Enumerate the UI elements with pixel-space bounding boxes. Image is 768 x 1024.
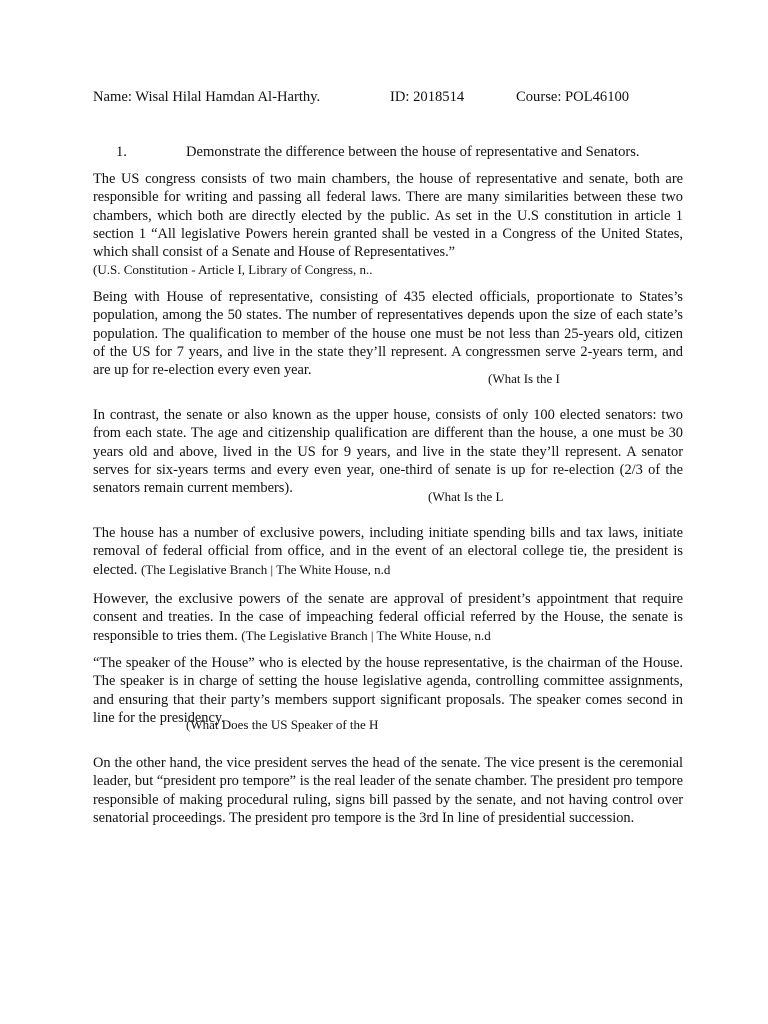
paragraph-vice-president: On the other hand, the vice president serves the head of the senate. The vice present is the ceremonial leader, but “president pro tempore” is the real leader of the senate chamber. The president pro tempore responsible of making procedural ruling, signs bill passed by the senate, and not having control over senatorial proceedings. The president pro tempore is the 3rd In line of presidential succession. — [93, 755, 683, 826]
overlay-citation-house: (What Is the I — [488, 371, 560, 386]
overlay-citation-speaker: (What Does the US Speaker of the H — [186, 717, 379, 732]
paragraph-senate: In contrast, the senate or also known as the upper house, consists of only 100 elected senators: two from each state. The age and citizenship qualification are different than the house, a one must be 30 years old and above, lived in the US for 9 years, and live in the state they’ll represent. A senator serves for six-years terms and every even year, one-third of senate is up for re-election (2/3 of the senators remain current members). — [93, 407, 683, 497]
student-id: ID: 2018514 — [390, 89, 465, 105]
paragraph-text: The house has a number of exclusive powers, including initiate spending bills and tax laws, initiate removal of federal official from office, and in the event of an electoral college tie, the president is elected. — [93, 525, 683, 578]
question-number: 1. — [116, 144, 127, 160]
paragraph-text: However, the exclusive powers of the senate are approval of president’s appointment that require consent and treaties. In the case of impeaching federal official referred by the House, the senate is responsible to tries them. — [93, 591, 683, 644]
paragraph-house-powers — [93, 524, 683, 579]
citation-white-house: (The Legislative Branch | The White House, n.d — [140, 561, 391, 577]
paragraph-speaker: “The speaker of the House” who is elected by the house representative, is the chairman of the House. The speaker is in charge of setting the house legislative agenda, controlling committee assignments, and ensuring that their party’s members support significant proposals. The speaker comes second in line for the presidency. — [93, 655, 683, 726]
question-text: Demonstrate the difference between the house of representative and Senators. — [186, 144, 640, 160]
overlay-citation-senate: (What Is the L — [428, 489, 504, 504]
student-name: Name: Wisal Hilal Hamdan Al-Harthy. — [93, 89, 321, 105]
paragraph-congress-intro — [93, 170, 683, 278]
citation-constitution: (U.S. Constitution - Article I, Library of Congress, n.. — [93, 262, 373, 278]
course-code: Course: POL46100 — [516, 89, 630, 105]
paragraph-senate-powers — [93, 590, 683, 645]
paragraph-text: The US congress consists of two main chambers, the house of representative and senate, both are responsible for writing and passing all federal laws. There are many similarities between these two chambers, which both are directly elected by the public. As set in the U.S constitution in article 1 section 1 “All legislative Powers herein granted shall be vested in a Congress of the United States, which shall consist of a Senate and House of Representatives.” — [93, 171, 683, 261]
citation-white-house: (The Legislative Branch | The White House, n.d — [241, 627, 491, 643]
paragraph-house: Being with House of representative, consisting of 435 elected officials, proportionate to States’s population, among the 50 states. The number of representatives depends upon the size of each state’s population. The qualification to member of the house one must be not less than 25-years old, citizen of the US for 7 years, and live in the state they’ll represent. A congressmen serve 2-years term, and are up for re-election every even year. — [93, 289, 683, 379]
